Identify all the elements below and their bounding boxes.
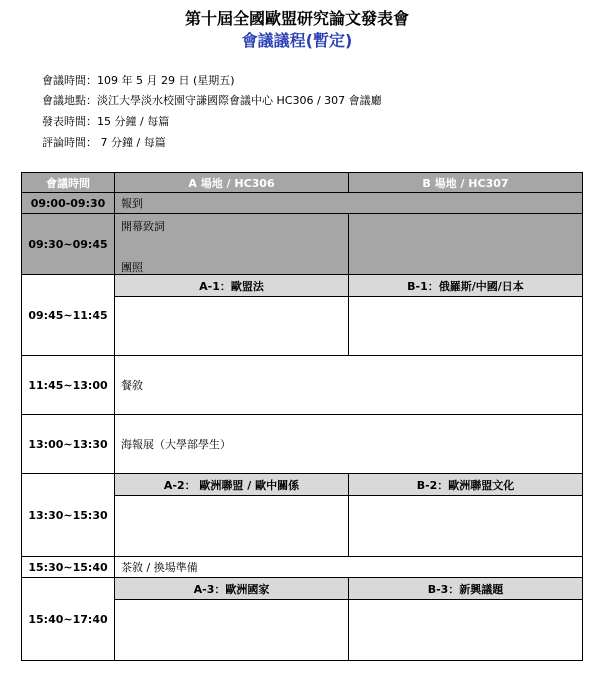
table-row	[22, 275, 583, 297]
time-cell: 15:40~17:40	[22, 578, 115, 661]
header-venue-a: A 場地 / HC306	[115, 173, 349, 193]
table-row	[22, 557, 583, 578]
session-b-body	[349, 496, 583, 557]
session-b-body	[349, 600, 583, 661]
session-a-body	[115, 496, 349, 557]
table-row	[22, 193, 583, 214]
empty-cell	[349, 214, 583, 275]
time-cell: 09:00-09:30	[22, 193, 115, 214]
time-cell: 09:30~09:45	[22, 214, 115, 275]
table-row	[22, 578, 583, 600]
session-a-label: A-3：歐洲國家	[115, 578, 349, 600]
group-photo: 團照	[121, 261, 143, 274]
table-row	[22, 214, 583, 275]
session-cell: 海報展（大學部學生）	[115, 415, 583, 474]
info-comment-time: 評論時間： 7 分鐘 / 每篇	[42, 136, 166, 149]
info-date: 會議時間：109 年 5 月 29 日 (星期五)	[42, 74, 235, 87]
time-cell: 15:30~15:40	[22, 557, 115, 578]
session-cell: 餐敘	[115, 356, 583, 415]
session-b-body	[349, 297, 583, 356]
time-cell: 11:45~13:00	[22, 356, 115, 415]
session-a-body	[115, 600, 349, 661]
table-row	[22, 415, 583, 474]
session-a-label: A-1：歐盟法	[115, 275, 349, 297]
document-title: 第十屆全國歐盟研究論文發表會	[184, 9, 409, 28]
time-cell: 13:30~15:30	[22, 474, 115, 557]
session-cell: 茶敘 / 換場準備	[115, 557, 583, 578]
time-cell: 13:00~13:30	[22, 415, 115, 474]
header-time: 會議時間	[22, 173, 115, 193]
session-cell: 報到	[115, 193, 583, 214]
table-row	[22, 356, 583, 415]
session-b-label: B-3：新興議題	[349, 578, 583, 600]
header-venue-b: B 場地 / HC307	[349, 173, 583, 193]
session-b-label: B-2：歐洲聯盟文化	[349, 474, 583, 496]
info-venue: 會議地點：淡江大學淡水校園守謙國際會議中心 HC306 / 307 會議廳	[42, 94, 382, 107]
opening-cell	[115, 214, 349, 275]
session-b-label: B-1：俄羅斯/中國/日本	[349, 275, 583, 297]
info-presentation-time: 發表時間：15 分鐘 / 每篇	[42, 115, 170, 128]
time-cell: 09:45~11:45	[22, 275, 115, 356]
agenda-table	[21, 172, 583, 661]
session-a-body	[115, 297, 349, 356]
document-subtitle: 會議議程(暫定)	[241, 31, 353, 50]
session-a-label: A-2： 歐洲聯盟 / 歐中關係	[115, 474, 349, 496]
table-header-row	[22, 173, 583, 193]
opening-speech: 開幕致詞	[121, 220, 165, 233]
table-row	[22, 474, 583, 496]
